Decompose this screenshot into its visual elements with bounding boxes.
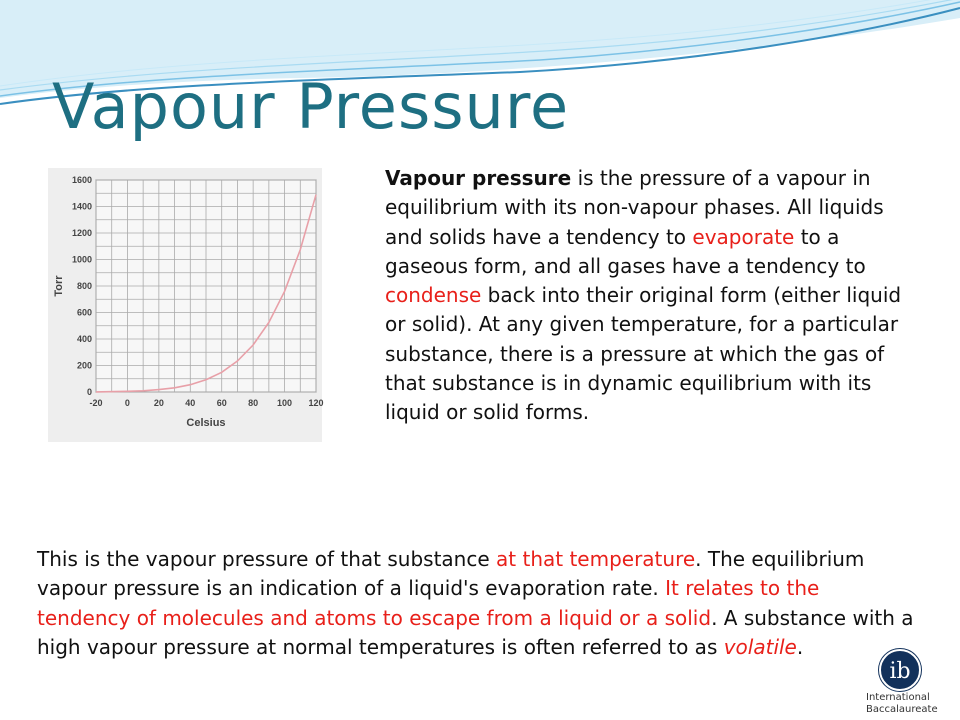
x-tick-label: -20 (89, 398, 103, 408)
ib-logo (866, 648, 948, 718)
ib-wordmark (866, 692, 948, 716)
text-run: to a gaseous form, and all gases have a tendency to (385, 224, 866, 278)
x-tick-label: 20 (153, 398, 164, 408)
chart-svg (48, 168, 322, 442)
y-tick-label: 1200 (71, 228, 92, 238)
text-run: Vapour pressure (385, 166, 572, 190)
x-tick-label: 80 (248, 398, 259, 408)
text-run: . A substance with a high vapour pressure at normal temperatures is often referred to as (37, 605, 914, 659)
x-tick-label: 100 (277, 398, 293, 408)
text-run: condense (385, 283, 482, 308)
y-tick-label: 1000 (71, 254, 92, 265)
text-run: . The equilibrium vapour pressure is an indication of a liquid's evaporation rate. (37, 547, 865, 601)
text-run: It relates to the tendency of molecules and atoms to escape from a liquid or a solid (37, 576, 820, 630)
y-tick-label: 800 (76, 281, 92, 291)
x-tick-label: 60 (216, 398, 227, 408)
text-run: is the pressure of a vapour in equilibrium with its non-vapour phases. All liquids and solids have a tendency to (385, 166, 884, 249)
y-tick-label: 1600 (71, 175, 92, 185)
slide-title: Vapour Pressure (52, 70, 570, 143)
ib-mark-icon (878, 648, 922, 692)
explanation-text (37, 545, 917, 662)
y-tick-label: 0 (86, 387, 92, 397)
y-tick-label: 1400 (71, 201, 92, 212)
ib-mark-text: ib (889, 659, 911, 684)
x-axis-label: Celsius (186, 417, 226, 429)
y-tick-label: 200 (76, 360, 92, 371)
text-run: at that temperature (496, 547, 696, 571)
y-axis-label: Torr (53, 275, 65, 297)
text-run: back into their original form (either liquid or solid). At any given temperature, for a particular substance, there is a pressure at which the gas of that substance is in dynamic equilibrium with its liquid or solid forms. (385, 283, 902, 425)
y-tick-label: 600 (76, 307, 92, 318)
definition-text (385, 164, 925, 428)
text-run: volatile (723, 634, 797, 659)
text-run: . (796, 634, 804, 659)
y-tick-label: 400 (76, 334, 92, 344)
text-run: This is the vapour pressure of that substance (37, 547, 497, 571)
ib-line2: Baccalaureate (866, 704, 938, 715)
x-tick-label: 120 (308, 398, 324, 408)
ib-line1: International (866, 692, 930, 703)
x-tick-label: 40 (185, 398, 196, 408)
x-tick-label: 0 (124, 398, 130, 408)
vapour-pressure-chart (48, 168, 322, 442)
text-run: evaporate (692, 224, 795, 249)
